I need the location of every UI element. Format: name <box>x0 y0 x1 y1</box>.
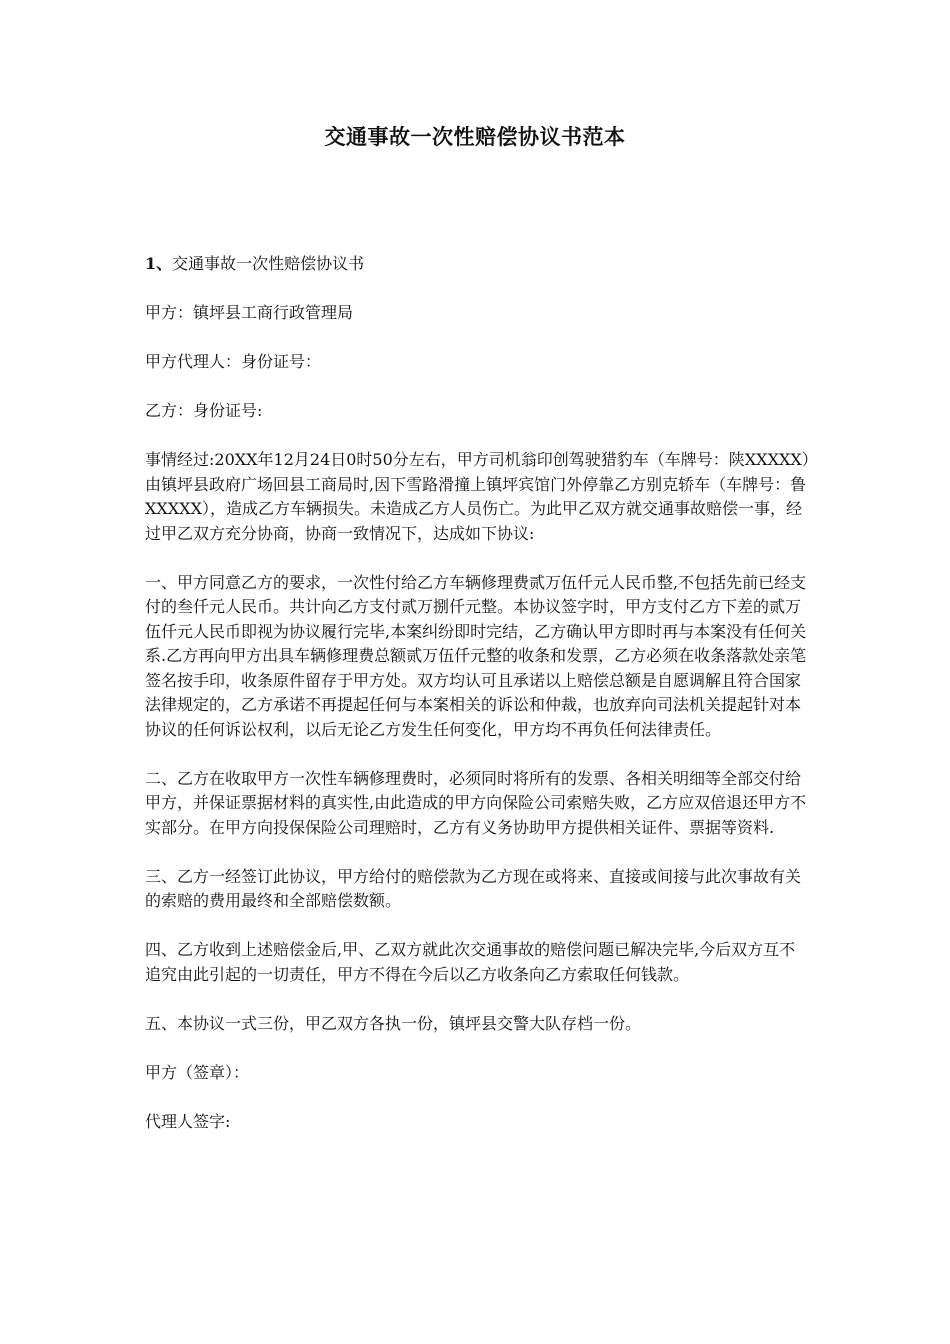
clause-2: 二、乙方在收取甲方一次性车辆修理费时，必须同时将所有的发票、各相关明细等全部交付给甲方，并保证票据材料的真实性,由此造成的甲方向保险公司索赔失败，乙方应双倍退还甲方不实部分。在甲方向投保保险公司理赔时，乙方有义务协助甲方提供相关证件、票据等资料. <box>145 768 807 837</box>
party-a-line: 甲方：镇坪县工商行政管理局 <box>145 303 354 322</box>
party-a-seal-line: 甲方（签章）： <box>145 1062 250 1082</box>
clause-1: 一、甲方同意乙方的要求，一次性付给乙方车辆修理费贰万伍仟元人民币整,不包括先前已经支付的叁仟元人民币。共计向乙方支付贰万捌仟元整。本协议签字时，甲方支付乙方下差的贰万伍仟元人民币即视为协议履行完毕,本案纠纷即时完结，乙方确认甲方即时再与本案没有任何关系.乙方再向甲方出具车辆修理费总额贰万伍仟元整的收条和发票，乙方必须在收条落款处亲笔签名按手印，收条原件留存于甲方处。双方均认可且承诺以上赔偿总额是自愿调解且符合国家法律规定的，乙方承诺不再提起任何与本案相关的诉讼和仲裁，也放弃向司法机关提起针对本协议的任何诉讼权利，以后无论乙方发生任何变化，甲方均不再负任何法律责任。 <box>145 572 807 739</box>
incident-description: 事情经过:20XX年12月24日0时50分左右，甲方司机翁印创驾驶猎豹车（车牌号：陕XXXXX）由镇坪县政府广场回县工商局时,因下雪路滑撞上镇坪宾馆门外停靠乙方别克轿车（车牌号：鲁XXXXX），造成乙方车辆损失。未造成乙方人员伤亡。为此甲乙双方就交通事故赔偿一事，经过甲乙双方充分协商，协商一致情况下，达成如下协议: <box>145 450 810 543</box>
section-heading-text: 交通事故一次性赔偿协议书 <box>172 254 365 273</box>
party-a-agent-line: 甲方代理人：身份证号： <box>145 352 322 371</box>
document-title: 交通事故一次性赔偿协议书范本 <box>324 124 626 149</box>
agent-signature-line: 代理人签字: <box>145 1111 231 1131</box>
section-heading <box>145 252 810 277</box>
party-b-line: 乙方：身份证号: <box>145 401 263 420</box>
section-number: 1、 <box>145 254 173 273</box>
document-body <box>145 252 810 1159</box>
clause-5: 五、本协议一式三份，甲乙双方各执一份，镇坪县交警大队存档一份。 <box>145 1013 642 1033</box>
clause-4: 四、乙方收到上述赔偿金后,甲、乙双方就此次交通事故的赔偿问题已解决完毕,今后双方互不追究由此引起的一切责任，甲方不得在今后以乙方收条向乙方索取任何钱款。 <box>145 940 796 984</box>
clause-3: 三、乙方一经签订此协议，甲方给付的赔偿款为乙方现在或将来、直接或间接与此次事故有关的索赔的费用最终和全部赔偿数额。 <box>145 866 802 910</box>
